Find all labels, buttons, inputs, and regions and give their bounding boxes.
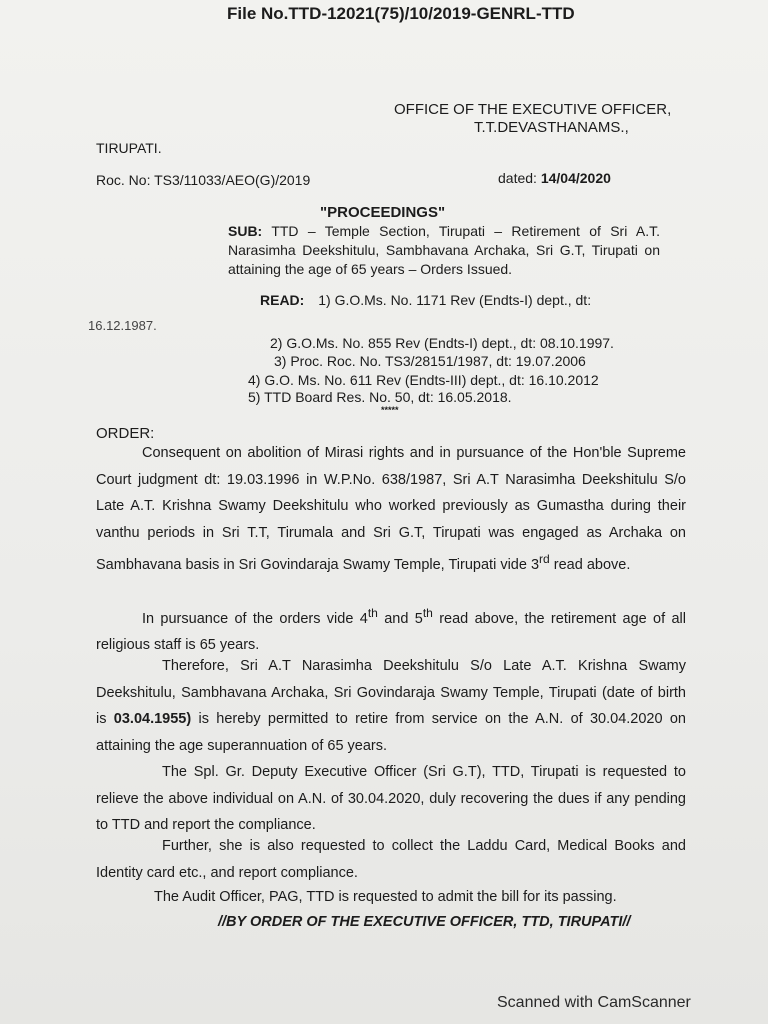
- read-reference-1: [260, 292, 682, 308]
- subject-text: TTD – Temple Section, Tirupati – Retirement of Sri A.T. Narasimha Deekshitulu, Sambhavana Archaka, Sri G.T, Tirupati on attaining the age of 65 years – Orders Issued.: [228, 223, 660, 277]
- dated-line: [498, 170, 611, 186]
- para3-text-b: is hereby permitted to retire from service on the A.N. of 30.04.2020 on attaining the age superannuation of 65 years.: [96, 711, 686, 754]
- order-paragraph-2: [96, 600, 686, 659]
- subject-label: SUB:: [228, 223, 263, 239]
- para3-date-of-birth: 03.04.1955): [113, 711, 192, 727]
- order-paragraph-4: The Spl. Gr. Deputy Executive Officer (Sri G.T), TTD, Tirupati is requested to relieve the above individual on A.N. of 30.04.2020, duly recovering the dues if any pending to TTD and report the compliance.: [96, 764, 686, 833]
- para3-text-a: Therefore, Sri A.T Narasimha Deekshitulu S/o Late A.T. Krishna Swamy Deekshitulu, Sambhavana Archaka, Sri Govindaraja Swamy Temple, Tirupati (date of birth is: [96, 658, 686, 727]
- order-paragraph-5: Further, she is also requested to collect the Laddu Card, Medical Books and Identity card etc., and report compliance.: [96, 838, 686, 881]
- read-reference-4: 4) G.O. Ms. No. 611 Rev (Endts-III) dept., dt: 16.10.2012: [248, 372, 599, 388]
- order-heading: ORDER:: [96, 425, 155, 442]
- office-line-1: OFFICE OF THE EXECUTIVE OFFICER,: [394, 101, 672, 118]
- para2-superscript-2: th: [422, 606, 433, 620]
- scanner-watermark: Scanned with CamScanner: [497, 994, 691, 1011]
- dated-label: dated:: [498, 170, 537, 186]
- para1-text: Consequent on abolition of Mirasi rights and in pursuance of the Hon'ble Supreme Court judgment dt: 19.03.1996 in W.P.No. 638/1987, Sri A.T Narasimha Deekshitulu S/o Late A.T. Krishna Swamy Deekshitulu who worked previously as Gumastha during their vanthu periods in Sri T.T, Tirumala and Sri G.T, Tirupati was engaged as Archaka on Sambhavana basis in Sri Govindaraja Swamy Temple, Tirupati vide 3: [96, 445, 686, 573]
- para2-text-c: read above, the retirement age of all religious staff is 65 years.: [96, 610, 686, 654]
- para2-text-a: In pursuance of the orders vide 4: [142, 610, 368, 627]
- read-reference-3: 3) Proc. Roc. No. TS3/28151/1987, dt: 19.07.2006: [274, 353, 586, 369]
- roc-number: Roc. No: TS3/11033/AEO(G)/2019: [96, 172, 311, 188]
- office-line-2: T.T.DEVASTHANAMS.,: [474, 119, 629, 136]
- place-name: TIRUPATI.: [96, 140, 162, 156]
- subject: [228, 222, 660, 279]
- para1-superscript: rd: [539, 552, 550, 566]
- read-reference-5: 5) TTD Board Res. No. 50, dt: 16.05.2018.: [248, 389, 512, 405]
- file-number: File No.TTD-12021(75)/10/2019-GENRL-TTD: [227, 4, 575, 23]
- para1-end: read above.: [549, 556, 631, 573]
- para2-text-b: and 5: [377, 610, 423, 627]
- signoff-line: //BY ORDER OF THE EXECUTIVE OFFICER, TTD, TIRUPATI//: [218, 914, 631, 930]
- read-1-continuation: 16.12.1987.: [88, 318, 157, 333]
- read-reference-2: 2) G.O.Ms. No. 855 Rev (Endts-I) dept., dt: 08.10.1997.: [270, 335, 614, 351]
- order-paragraph-3: [96, 653, 686, 759]
- read-1-text: 1) G.O.Ms. No. 1171 Rev (Endts-I) dept., dt:: [318, 292, 592, 308]
- order-paragraph-6: The Audit Officer, PAG, TTD is requested to admit the bill for its passing.: [154, 889, 617, 905]
- order-paragraph-1: [96, 440, 686, 578]
- dated-value: 14/04/2020: [540, 170, 611, 186]
- para2-superscript-1: th: [367, 606, 378, 620]
- separator-stars: *****: [381, 405, 399, 415]
- read-label: READ:: [260, 292, 305, 308]
- proceedings-title: "PROCEEDINGS": [320, 204, 446, 221]
